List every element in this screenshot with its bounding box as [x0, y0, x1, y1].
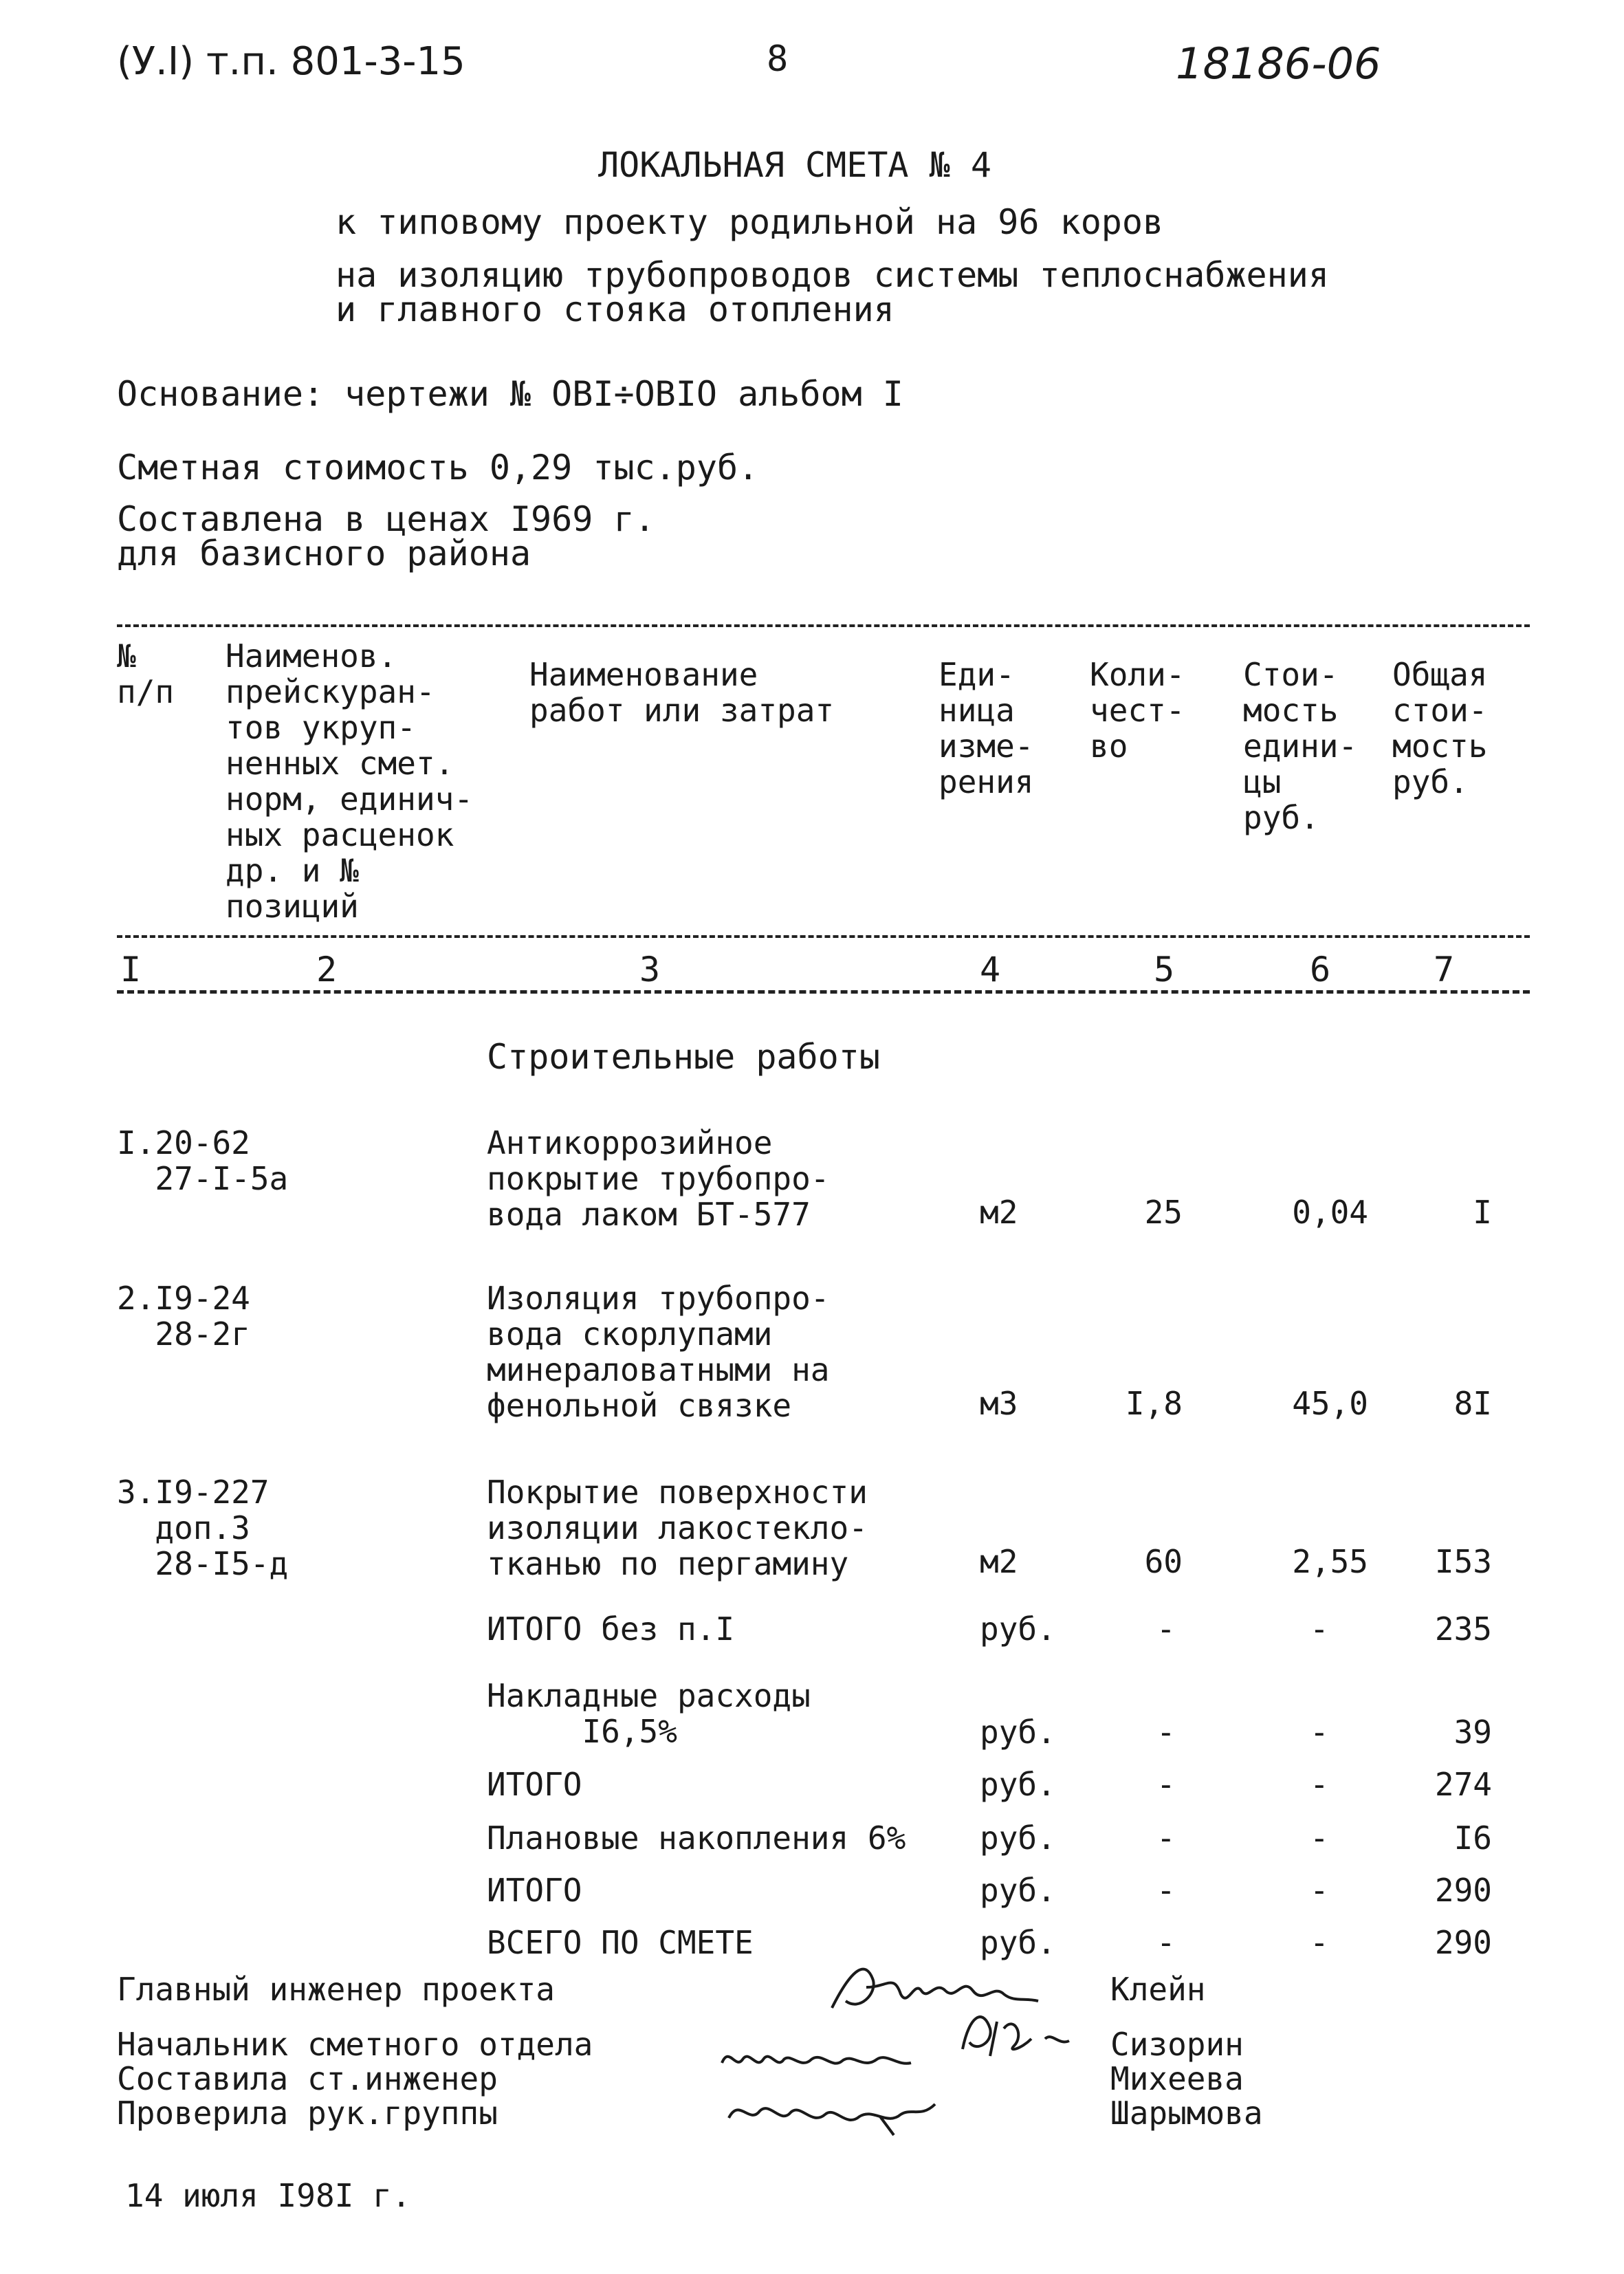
row-3-total: I53 [1434, 1543, 1492, 1580]
row-2-price: 45,0 [1292, 1385, 1368, 1422]
signature-role: Составила ст.инженер [117, 2060, 498, 2097]
summary-qty: - [1156, 1819, 1176, 1857]
row-2-qty: I,8 [1125, 1385, 1183, 1422]
title-line-2: на изоляцию трубопроводов системы теплоснабжения [336, 255, 1329, 295]
signature-engineer [715, 2032, 921, 2080]
signature-name: Сизорин [1110, 2026, 1244, 2063]
summary-price: - [1310, 1924, 1329, 1961]
row-1-name: Антикоррозийное покрытие трубопро- вода лаком БТ-577 [487, 1124, 830, 1233]
column-number: 2 [316, 950, 338, 990]
table-top-rule [117, 624, 1530, 627]
header-col-4: Еди- ница изме- рения [939, 656, 1034, 800]
row-1-qty: 25 [1144, 1194, 1183, 1231]
summary-qty: - [1156, 1924, 1176, 1961]
column-number: 3 [639, 950, 661, 990]
column-number: I [120, 950, 142, 990]
summary-unit: руб. [980, 1714, 1056, 1751]
document-title: ЛОКАЛЬНАЯ СМЕТА № 4 [598, 145, 991, 185]
header-col-2: Наименов. прейскуран- тов укруп- ненных смет. норм, единич- ных расценок др. и № позиций [226, 637, 474, 925]
document-date: 14 июля I98I г. [125, 2177, 411, 2214]
signature-department-head [949, 2001, 1086, 2063]
column-number: 5 [1154, 950, 1175, 990]
summary-price: - [1310, 1714, 1329, 1751]
signature-name: Шарымова [1110, 2095, 1263, 2132]
row-1-price: 0,04 [1292, 1194, 1368, 1231]
page-number: 8 [767, 39, 789, 80]
signature-group-leader [722, 2084, 942, 2139]
estimated-cost: Сметная стоимость 0,29 тыс.руб. [117, 448, 759, 488]
prices-line-1: Составлена в ценах I969 г. [117, 499, 655, 539]
summary-total: 290 [1434, 1924, 1492, 1961]
summary-price: - [1310, 1766, 1329, 1803]
project-code: (У.I) т.п. 801-3-15 [117, 39, 465, 84]
prices-line-2: для базисного района [117, 534, 531, 573]
column-number: 4 [980, 950, 1001, 990]
summary-unit: руб. [980, 1819, 1056, 1857]
basis-line: Основание: чертежи № OBI÷OBIO альбом I [117, 374, 903, 414]
row-3-code: 3.I9-227 доп.3 28-I5-д [117, 1474, 289, 1582]
row-3-price: 2,55 [1292, 1543, 1368, 1580]
row-2-total: 8I [1453, 1385, 1492, 1422]
summary-name: ИТОГО без п.I [487, 1610, 735, 1648]
summary-unit: руб. [980, 1766, 1056, 1803]
section-title: Строительные работы [487, 1037, 880, 1077]
summary-name: ИТОГО [487, 1766, 582, 1803]
summary-total: 39 [1453, 1714, 1492, 1751]
column-number: 6 [1310, 950, 1331, 990]
header-col-7: Общая стои- мость руб. [1392, 656, 1488, 800]
row-2-code: 2.I9-24 28-2г [117, 1280, 250, 1353]
summary-name: ВСЕГО ПО СМЕТЕ [487, 1924, 754, 1961]
signature-role: Проверила рук.группы [117, 2095, 498, 2132]
summary-price: - [1310, 1819, 1329, 1857]
summary-qty: - [1156, 1714, 1176, 1751]
summary-qty: - [1156, 1872, 1176, 1909]
row-1-unit: м2 [980, 1194, 1018, 1231]
title-line-3: и главного стояка отопления [336, 289, 895, 329]
column-number: 7 [1434, 950, 1455, 990]
numbers-underline [117, 990, 1530, 994]
summary-name: Плановые накопления 6% [487, 1819, 906, 1857]
signature-role: Начальник сметного отдела [117, 2026, 593, 2063]
signature-name: Михеева [1110, 2060, 1244, 2097]
header-bottom-rule [117, 935, 1530, 938]
row-1-total: I [1473, 1194, 1492, 1231]
row-2-unit: м3 [980, 1385, 1018, 1422]
summary-name: ИТОГО [487, 1872, 582, 1909]
summary-unit: руб. [980, 1872, 1056, 1909]
summary-total: 274 [1434, 1766, 1492, 1803]
summary-price: - [1310, 1872, 1329, 1909]
inventory-number: 18186-06 [1176, 39, 1381, 89]
header-col-3: Наименование работ или затрат [529, 656, 835, 729]
row-2-name: Изоляция трубопро- вода скорлупами минераловатными на фенольной связке [487, 1280, 830, 1424]
signature-role: Главный инженер проекта [117, 1971, 555, 2008]
summary-unit: руб. [980, 1610, 1056, 1648]
row-3-name: Покрытие поверхности изоляции лакостекло- тканью по пергамину [487, 1474, 868, 1582]
summary-price: - [1310, 1610, 1329, 1648]
row-3-unit: м2 [980, 1543, 1018, 1580]
summary-name: Накладные расходы I6,5% [487, 1677, 811, 1750]
title-line-1: к типовому проекту родильной на 96 коров [336, 202, 1164, 242]
header-col-1: № п/п [117, 637, 175, 710]
summary-unit: руб. [980, 1924, 1056, 1961]
summary-qty: - [1156, 1610, 1176, 1648]
summary-total: 290 [1434, 1872, 1492, 1909]
signature-name: Клейн [1110, 1971, 1206, 2008]
summary-total: 235 [1434, 1610, 1492, 1648]
row-3-qty: 60 [1144, 1543, 1183, 1580]
summary-qty: - [1156, 1766, 1176, 1803]
header-col-5: Коли- чест- во [1090, 656, 1185, 765]
summary-total: I6 [1453, 1819, 1492, 1857]
header-col-6: Стои- мость едини- цы руб. [1243, 656, 1358, 836]
row-1-code: I.20-62 27-I-5а [117, 1124, 289, 1197]
